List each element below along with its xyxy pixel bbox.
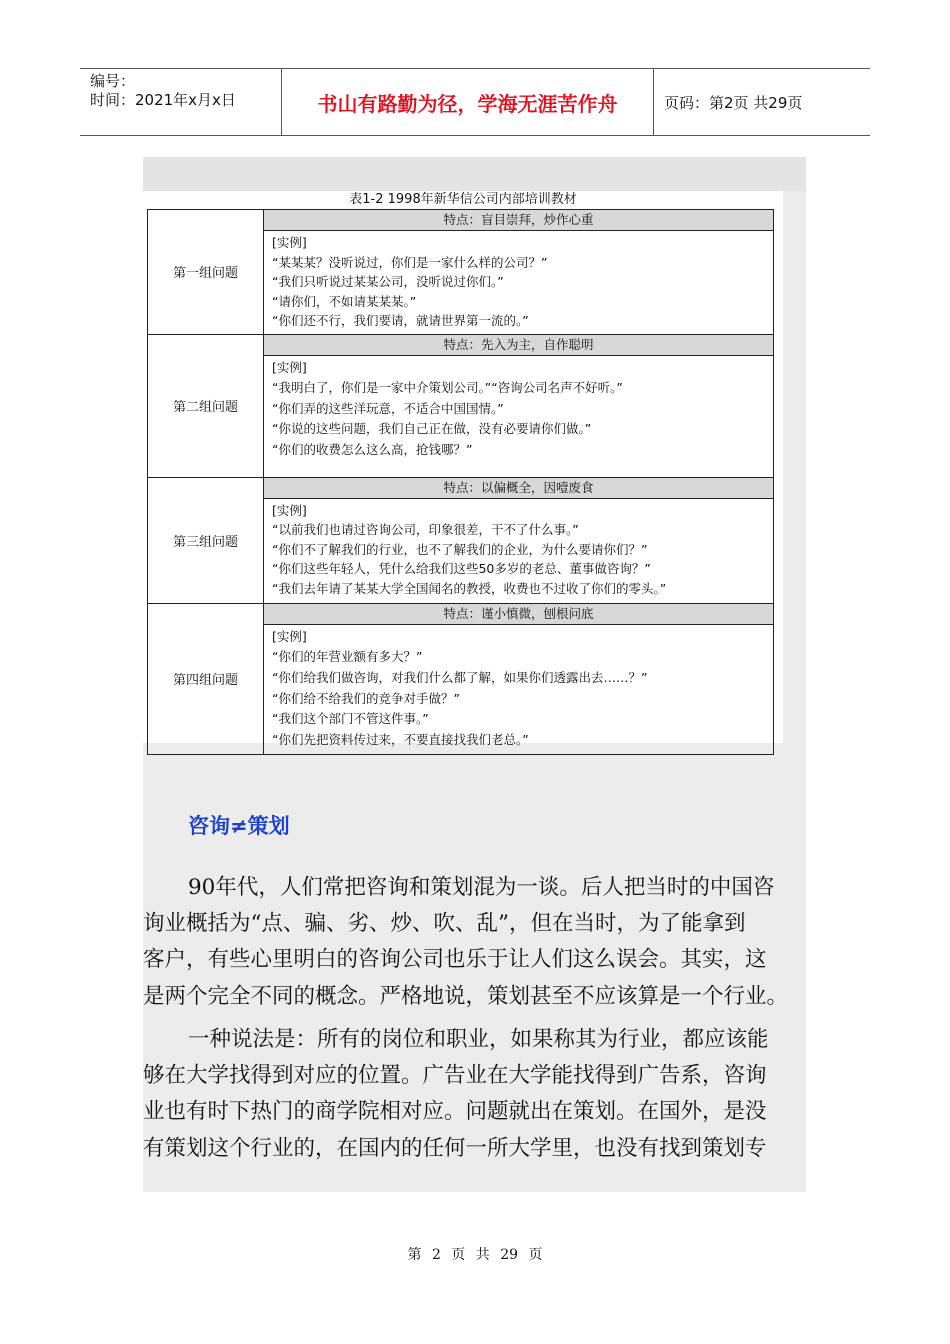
- example-line: “以前我们也请过咨询公司，印象很差，干不了什么事。”: [272, 522, 579, 537]
- example-line: “我们只听说过某某公司，没听说过你们。”: [272, 274, 504, 289]
- example-line: “我们这个部门不管这件事。”: [272, 711, 429, 727]
- example-line: “我明白了，你们是一家中介策划公司。”“咨询公司名声不好听。”: [272, 380, 623, 395]
- example-label: [实例]: [272, 235, 307, 250]
- paragraph-line: 有策划这个行业的，在国内的任何一所大学里，也没有找到策划专: [143, 1135, 767, 1161]
- table-figure: [143, 191, 783, 748]
- example-line: “我们去年请了某某大学全国闻名的教授，收费也不过收了你们的零头。”: [272, 580, 667, 596]
- feature-label: 特点：盲目崇拜，炒作心重: [264, 210, 773, 231]
- group-label: 第三组问题: [148, 477, 264, 603]
- example-line: “你们给我们做咨询，对我们什么都了解，如果你们透露出去……？”: [272, 669, 648, 685]
- example-line: “你们的年营业额有多大？”: [272, 649, 423, 665]
- feature-label: 特点：谨小慎微，刨根问底: [264, 604, 773, 625]
- example-block: [264, 499, 773, 602]
- page-footer: 第 2 页 共 29 页: [407, 1247, 543, 1263]
- example-label: [实例]: [272, 359, 307, 375]
- motto: 书山有路勤为径，学海无涯苦作舟: [282, 69, 654, 135]
- example-line: “你们弄的这些洋玩意，不适合中国国情。”: [272, 400, 504, 416]
- header-meta: [80, 69, 282, 135]
- example-line: “你们不了解我们的行业，也不了解我们的企业，为什么要请你们？”: [272, 541, 648, 557]
- example-line: “你们的收费怎么这么高，抢钱哪？”: [272, 441, 473, 457]
- example-line: “请你们，不如请某某某。”: [272, 293, 417, 309]
- paragraph-line: 90年代，人们常把咨询和策划混为一谈。后人把当时的中国咨: [188, 875, 775, 900]
- page-info: 页码：第2页 共29页: [664, 93, 803, 112]
- example-line: “你们还不行，我们要请，就请世界第一流的。”: [272, 313, 529, 328]
- table-row: [148, 334, 774, 477]
- table-row: [148, 603, 774, 754]
- paragraph-line: 业也有时下热门的商学院相对应。问题就出在策划。在国外，是没: [143, 1099, 767, 1125]
- paragraph-line: 客户，有些心里明白的咨询公司也乐于让人们这么误会。其实，这: [143, 947, 767, 973]
- paragraph-1: [143, 870, 806, 1015]
- training-table: [147, 209, 774, 755]
- group-content: [264, 477, 774, 603]
- page-header: [80, 68, 870, 136]
- paragraph-line: 一种说法是：所有的岗位和职业，如果称其为行业，都应该能: [188, 1027, 769, 1052]
- feature-label: 特点：以偏概全，因噎废食: [264, 478, 773, 499]
- example-label: [实例]: [272, 502, 307, 518]
- example-line: “某某某？没听说过，你们是一家什么样的公司？”: [272, 254, 548, 270]
- content-panel: [143, 157, 806, 1192]
- example-block: [264, 625, 773, 754]
- group-label: 第一组问题: [148, 210, 264, 335]
- time-label: 时间：2021年x月x日: [90, 91, 236, 109]
- panel-top-band: [143, 157, 806, 191]
- example-block: [264, 356, 773, 464]
- section-heading: 咨询≠策划: [188, 814, 290, 838]
- paragraph-line: 够在大学找得到对应的位置。广告业在大学能找得到广告系，咨询: [143, 1063, 767, 1089]
- table-caption: 表1-2 1998年新华信公司内部培训教材: [349, 192, 577, 207]
- paragraph-line: 询业概括为“点、骗、劣、炒、吹、乱”，但在当时，为了能拿到: [143, 911, 746, 937]
- feature-label: 特点：先入为主，自作聪明: [264, 335, 773, 356]
- table-row: [148, 477, 774, 603]
- group-label: 第四组问题: [148, 603, 264, 754]
- paragraph-2: [143, 1022, 806, 1167]
- group-content: [264, 603, 774, 754]
- example-line: “你们这些年轻人，凭什么给我们这些50多岁的老总、董事做咨询？”: [272, 561, 651, 576]
- table-row: [148, 210, 774, 335]
- example-block: [264, 231, 773, 334]
- number-label: 编号：: [90, 72, 136, 90]
- paragraph-line: 是两个完全不同的概念。严格地说，策划甚至不应该算是一个行业。: [143, 983, 789, 1009]
- group-content: [264, 334, 774, 477]
- example-line: “你说的这些问题，我们自己正在做，没有必要请你们做。”: [272, 421, 592, 436]
- example-label: [实例]: [272, 628, 307, 644]
- example-line: “你们给不给我们的竞争对手做？”: [272, 690, 460, 706]
- example-line: “你们先把资料传过来，不要直接找我们老总。”: [272, 732, 529, 748]
- group-label: 第二组问题: [148, 334, 264, 477]
- group-content: [264, 210, 774, 335]
